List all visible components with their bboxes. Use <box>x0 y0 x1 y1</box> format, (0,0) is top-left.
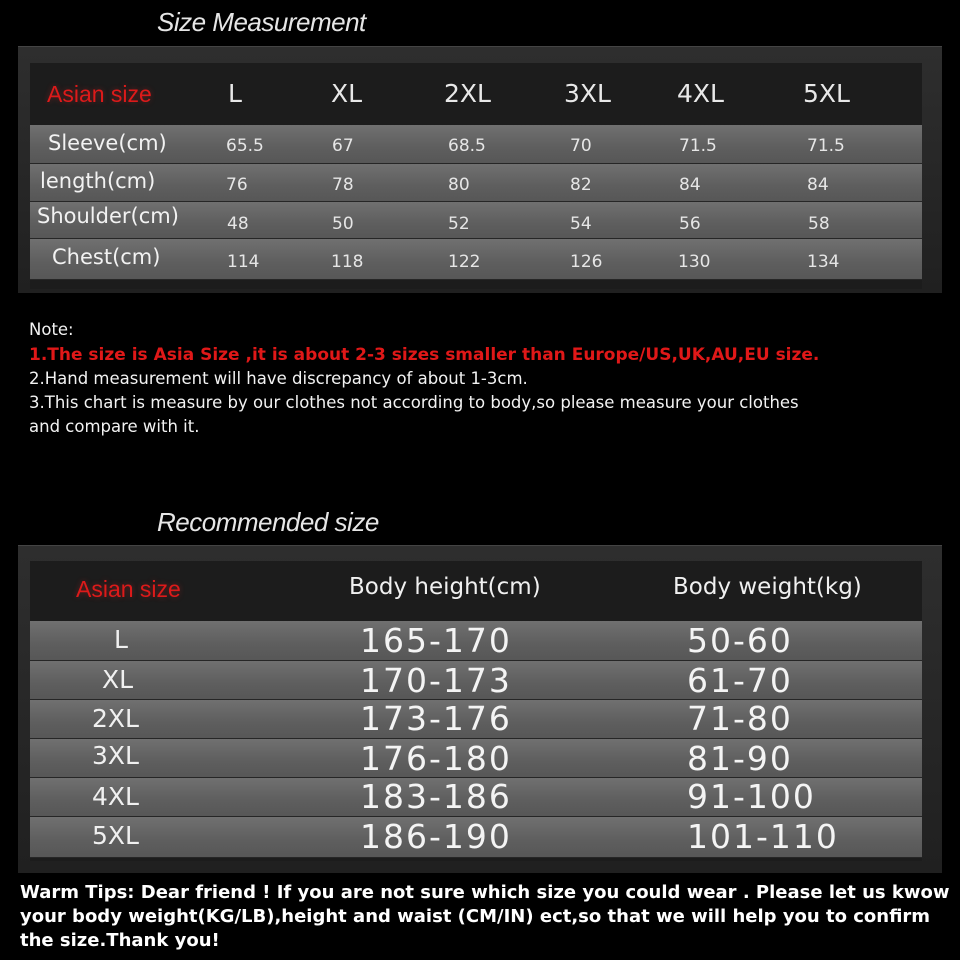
measurement-header-size-2xl: 2XL <box>444 79 491 108</box>
warm-tips-line-3: the size.Thank you! <box>20 930 220 951</box>
value-cell: 134 <box>807 252 840 272</box>
value-cell: 126 <box>570 252 603 272</box>
value-cell: 67 <box>332 136 354 156</box>
size-measurement-panel <box>18 46 942 293</box>
value-cell: 48 <box>227 214 249 234</box>
value-cell: 118 <box>331 252 364 272</box>
recommended-weight-value: 71-80 <box>687 699 793 738</box>
note-line-2: 2.Hand measurement will have discrepancy of about 1-3cm. <box>29 369 528 388</box>
warm-tips <box>20 881 950 953</box>
recommended-height-value: 186-190 <box>360 817 512 856</box>
value-cell: 80 <box>448 175 470 195</box>
warm-tips-line-1: Warm Tips: Dear friend ! If you are not sure which size you could wear . Please let us kwow <box>20 882 950 903</box>
recommended-weight-value: 81-90 <box>687 739 793 778</box>
recommended-height-value: 183-186 <box>360 777 512 816</box>
value-cell: 78 <box>332 175 354 195</box>
recommended-size-label: L <box>114 625 128 654</box>
value-cell: 71.5 <box>679 136 717 156</box>
measurement-row-chest <box>30 239 922 280</box>
value-cell: 130 <box>678 252 711 272</box>
recommended-row <box>30 739 922 778</box>
recommended-header-asian-size: Asian size <box>76 576 181 602</box>
measurement-header-size-l: L <box>228 79 242 108</box>
recommended-weight-value: 50-60 <box>687 621 793 660</box>
recommended-row <box>30 661 922 700</box>
recommended-weight-value: 91-100 <box>687 777 816 816</box>
recommended-size-panel <box>18 545 942 873</box>
recommended-size-label: XL <box>102 665 134 694</box>
recommended-size-label: 4XL <box>92 782 139 811</box>
recommended-size-title: Recommended size <box>157 507 379 537</box>
measurement-header-size-5xl: 5XL <box>803 79 850 108</box>
measurement-row-shoulder <box>30 202 922 239</box>
recommended-size-label: 3XL <box>92 741 139 770</box>
row-label-chest: Chest(cm) <box>52 245 161 269</box>
value-cell: 56 <box>679 214 701 234</box>
recommended-header-height: Body height(cm) <box>349 574 541 600</box>
recommended-height-value: 165-170 <box>360 621 512 660</box>
measurement-row-sleeve <box>30 125 922 164</box>
note-line-3: 3.This chart is measure by our clothes not according to body,so please measure your clothes <box>29 393 799 412</box>
recommended-row <box>30 621 922 661</box>
value-cell: 71.5 <box>807 136 845 156</box>
row-label-shoulder: Shoulder(cm) <box>37 204 179 228</box>
recommended-weight-value: 61-70 <box>687 661 793 700</box>
recommended-height-value: 170-173 <box>360 661 512 700</box>
measurement-header-size-xl: XL <box>331 79 363 108</box>
value-cell: 84 <box>679 175 701 195</box>
value-cell: 84 <box>807 175 829 195</box>
value-cell: 68.5 <box>448 136 486 156</box>
note-line-3-continued: and compare with it. <box>29 417 200 436</box>
value-cell: 52 <box>448 214 470 234</box>
value-cell: 70 <box>570 136 592 156</box>
recommended-row <box>30 817 922 858</box>
size-measurement-title: Size Measurement <box>157 7 366 37</box>
value-cell: 122 <box>448 252 481 272</box>
recommended-row <box>30 700 922 739</box>
value-cell: 114 <box>227 252 260 272</box>
recommended-size-label: 2XL <box>92 704 139 733</box>
recommended-height-value: 176-180 <box>360 739 512 778</box>
recommended-row <box>30 778 922 817</box>
recommended-size-label: 5XL <box>92 821 139 850</box>
value-cell: 65.5 <box>226 136 264 156</box>
row-label-length: length(cm) <box>40 169 156 193</box>
measurement-header-size-4xl: 4XL <box>677 79 724 108</box>
warm-tips-line-2: your body weight(KG/LB),height and waist (CM/IN) ect,so that we will help you to confirm <box>20 906 931 927</box>
recommended-height-value: 173-176 <box>360 699 512 738</box>
size-measurement-table <box>30 63 922 289</box>
value-cell: 76 <box>226 175 248 195</box>
recommended-size-table <box>30 561 922 861</box>
recommended-weight-value: 101-110 <box>687 817 839 856</box>
note-line-1: 1.The size is Asia Size ,it is about 2-3 sizes smaller than Europe/US,UK,AU,EU size. <box>29 345 820 365</box>
value-cell: 58 <box>808 214 830 234</box>
row-label-sleeve: Sleeve(cm) <box>48 131 167 155</box>
value-cell: 50 <box>332 214 354 234</box>
measurement-row-length <box>30 164 922 202</box>
note-heading: Note: <box>29 320 74 339</box>
recommended-header-weight: Body weight(kg) <box>673 574 862 600</box>
value-cell: 54 <box>570 214 592 234</box>
value-cell: 82 <box>570 175 592 195</box>
measurement-header-size-3xl: 3XL <box>564 79 611 108</box>
measurement-header-asian-size: Asian size <box>47 81 152 107</box>
